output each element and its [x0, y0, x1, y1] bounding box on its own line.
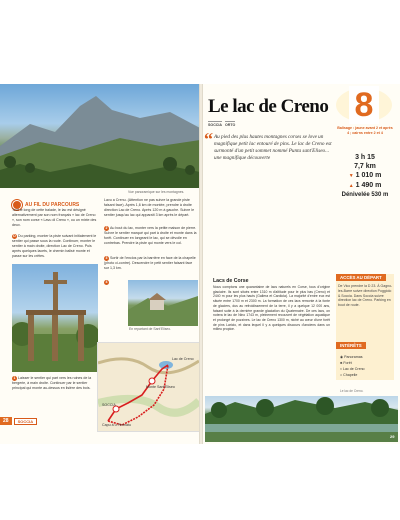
intro-paragraph: Tout le long de cette balade, le lac est désigné alternativement par son nom français « lac de Creno », son nom corse « Lavu di Crenu », ou un mixte des deux. — [12, 208, 97, 227]
route-number: 8 — [336, 88, 392, 122]
stat-elevation: Dénivelée 530 m — [341, 192, 389, 198]
cross-photo — [12, 264, 98, 372]
interets-title: INTÉRÊTS — [336, 342, 366, 349]
step-number-3: 3 — [105, 256, 108, 260]
interet-item: ♣ Forêt — [340, 361, 352, 365]
right-column-text: Lavu a Crenu. (Attention ne pas suivre la grande piste faisant face). Après 1,6 km de montée, prendre à droite direction Lac de Creno. Après 120 m à gauche. Suivre le sentier jusqu'au lac qui apparaît 3 km après le départ. — [104, 198, 195, 217]
step-text: Du parking, monter la piste suivant initialement le sentier qui passe sous la route. Continuer, monter le sentier à main droite, direction Lac de Creno. Puis après quelques lacets, le chemin balisé monte et passe sur les crêtes. — [12, 234, 97, 258]
mountain-panorama-photo — [0, 84, 200, 188]
step-text: Laisser le sentier qui part vers les ruines de la bergerie, à main droite. Continuer par le sentier principal qui monte au-dessus en lisière des bois. — [12, 376, 92, 390]
section-title: AU FIL DU PARCOURS — [25, 202, 80, 208]
book-gutter — [199, 84, 203, 444]
step-1 — [12, 376, 98, 391]
lake-icon: ≈ — [340, 367, 343, 371]
route-map[interactable] — [97, 342, 200, 432]
access-text: De Vico prendre la D 23. À Gagno-les-Barre suivre direction Poggiolo & Soccia. Dans Soccia suivre direction lac de Creno. Parking en bout de route. — [338, 284, 393, 308]
step-number-4: 4 — [105, 280, 108, 284]
step-text: Au bout du lac, monter vers la petite maison de pierre. Suivre le sentier marqué qui part à droite et monte dans la forêt. Continuer en longeant le lac, qui se dévoile en contrebas. Prendre la piste qui monte vers le col. — [104, 226, 197, 245]
step-number-1: 1 — [13, 376, 16, 380]
map-label-lake: Lac de Creno — [172, 357, 194, 361]
lakes-section-title: Lacs de Corse — [213, 278, 249, 284]
book-spread — [0, 84, 400, 444]
stat-duration: 3 h 15 — [355, 154, 375, 161]
chapel-icon: ⌂ — [340, 373, 344, 377]
left-page-footer — [0, 416, 37, 426]
down-triangle-icon: ▼ — [348, 173, 354, 179]
step-number-d: D — [13, 234, 16, 238]
tree-icon: ♣ — [340, 361, 344, 365]
step-2 — [104, 226, 198, 246]
step-4 — [104, 280, 126, 285]
stat-max-altitude: ▲ 1 490 m — [348, 182, 382, 189]
subtag-orto: ORTO — [224, 123, 236, 127]
stat-distance: 7,7 km — [354, 163, 376, 170]
small-photo-caption: En repartant de Sant'Eliseo. — [129, 327, 172, 331]
map-label-monte: Monte Sant'Eliseo — [146, 385, 175, 389]
interet-item: ≈ Lac de Creno — [340, 367, 365, 371]
panorama-icon: ◉ — [340, 355, 345, 359]
subtag-soccia: SOCCIA — [208, 123, 222, 127]
interets-list — [340, 354, 365, 378]
intro-text: Au pied des plus hautes montagnes corses se love un magnifique petit lac entouré de pins. Le lac de Creno est surmonté d'un petit sommet nommé Punta sant'Eliseo... une magnifique découverte — [214, 134, 332, 161]
quote-mark-icon: “ — [204, 129, 213, 149]
lake-photo — [205, 396, 398, 442]
map-label-capu: Capu à u Pennatu — [102, 423, 131, 427]
step-text: Sortir de l'enclos par la barrière en face de la chapelle (photo ci-contre). Descendre le petit sentier faisant face sur 1,3 km. — [104, 256, 196, 270]
balisage-text: Balisage : jaune avant 2 et après 4 ; cairns entre 2 et 4 — [337, 126, 393, 135]
map-label-soccia: SOCCIA — [102, 403, 116, 407]
lake-photo-caption: Le lac de Creno. — [340, 389, 364, 393]
page-number-left: 28 — [0, 417, 12, 425]
interet-item: ⌂ Chapelle — [340, 373, 358, 377]
lakes-section-body: Nous comptons une quarantaine de lacs naturels en Corse, tous d'origine glaciaire. Ils sont situés entre 1310 m d'altitude pour le plus bas (Creno) et 2440 m pour les plus hauts (Gallera et Cardiola). La majorité d'entre eux est située entre 1700 m et 2300 m. La formation de ces lacs remonte à la fonte de glaciers, dus au refroidissement de la terre, il y a quelque 12 000 ans, faisant suite à la dernière grande glaciation du Quaternaire. De ces lacs, on notera le lac de Nino 1743 m, pleinement recouvert de végétation aquatique et prolongé de pozzines. Le lac de Creno 1300 m, niché au cœur d'une forêt de pins Laricio, et dans lequel il y a quelques discours d'anciens dans un milieu propice. — [213, 285, 330, 332]
stat-min-altitude: ▼ 1 010 m — [348, 172, 382, 179]
page-title: Le lac de Creno — [208, 96, 329, 117]
subtags — [208, 121, 235, 127]
step-number-2: 2 — [105, 226, 108, 230]
interet-item: ◉ Panoramas — [340, 355, 363, 359]
top-photo-caption: Vue panoramique sur les montagnes. — [128, 190, 185, 194]
step-d — [12, 234, 98, 259]
step-3 — [104, 256, 198, 271]
page-place-name: SOCCIA — [14, 418, 38, 425]
up-triangle-icon: ▲ — [348, 183, 354, 189]
route-stats — [336, 153, 394, 200]
access-title: ACCÈS AU DÉPART — [336, 274, 386, 281]
page-number-right: 29 — [390, 434, 395, 439]
chapel-photo — [128, 280, 198, 326]
